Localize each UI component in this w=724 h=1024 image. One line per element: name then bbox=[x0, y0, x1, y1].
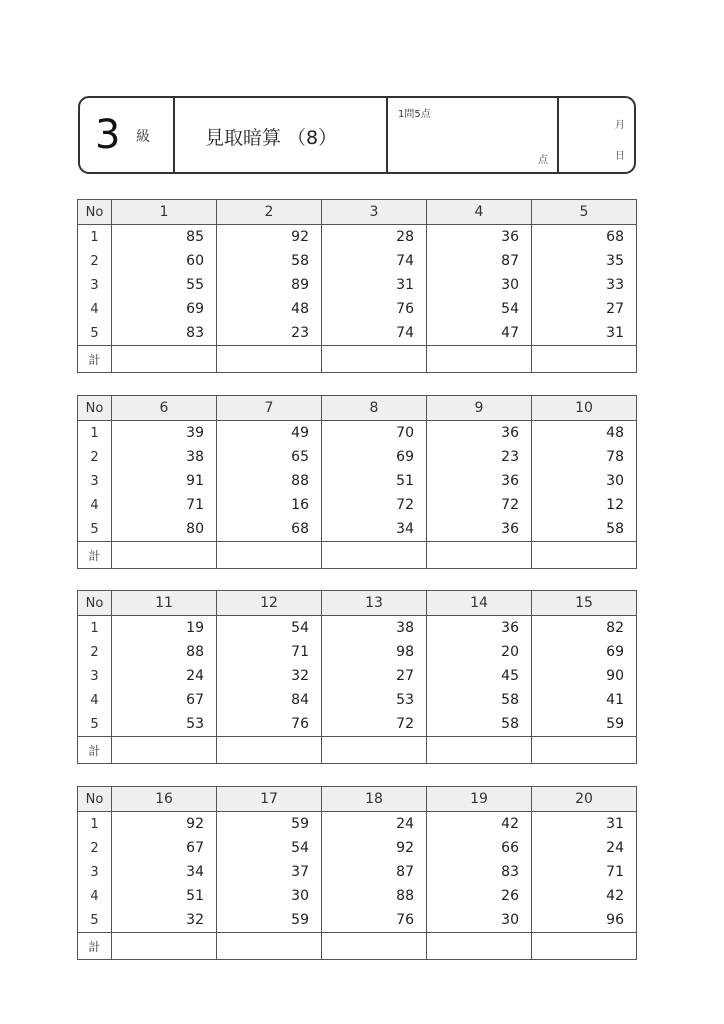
value-cell: 24 bbox=[532, 836, 637, 860]
value-cell: 36 bbox=[427, 421, 532, 446]
value-cell: 32 bbox=[112, 908, 217, 933]
row-number: 3 bbox=[78, 273, 112, 297]
table-row bbox=[78, 273, 637, 297]
table-row bbox=[78, 836, 637, 860]
table-row bbox=[78, 297, 637, 321]
value-cell: 30 bbox=[532, 469, 637, 493]
value-cell: 96 bbox=[532, 908, 637, 933]
no-header: No bbox=[78, 396, 112, 421]
value-cell: 47 bbox=[427, 321, 532, 346]
row-number: 3 bbox=[78, 664, 112, 688]
score-cell bbox=[386, 98, 557, 172]
value-cell: 68 bbox=[217, 517, 322, 542]
total-row bbox=[78, 346, 637, 373]
answer-cell[interactable] bbox=[427, 737, 532, 764]
problem-number-header: 9 bbox=[427, 396, 532, 421]
value-cell: 23 bbox=[217, 321, 322, 346]
row-number: 2 bbox=[78, 640, 112, 664]
value-cell: 87 bbox=[322, 860, 427, 884]
value-cell: 39 bbox=[112, 421, 217, 446]
row-number: 4 bbox=[78, 884, 112, 908]
answer-cell[interactable] bbox=[322, 346, 427, 373]
value-cell: 31 bbox=[532, 321, 637, 346]
no-header: No bbox=[78, 591, 112, 616]
value-cell: 33 bbox=[532, 273, 637, 297]
table-row bbox=[78, 640, 637, 664]
value-cell: 49 bbox=[217, 421, 322, 446]
total-label: 計 bbox=[78, 933, 112, 960]
value-cell: 72 bbox=[427, 493, 532, 517]
problem-table-2 bbox=[77, 395, 637, 569]
answer-cell[interactable] bbox=[532, 542, 637, 569]
value-cell: 27 bbox=[322, 664, 427, 688]
problem-number-header: 6 bbox=[112, 396, 217, 421]
value-cell: 42 bbox=[532, 884, 637, 908]
value-cell: 71 bbox=[217, 640, 322, 664]
value-cell: 78 bbox=[532, 445, 637, 469]
worksheet-header bbox=[78, 96, 636, 174]
table-row bbox=[78, 225, 637, 250]
value-cell: 59 bbox=[217, 812, 322, 837]
answer-cell[interactable] bbox=[112, 542, 217, 569]
table-row bbox=[78, 688, 637, 712]
value-cell: 54 bbox=[217, 836, 322, 860]
value-cell: 55 bbox=[112, 273, 217, 297]
value-cell: 98 bbox=[322, 640, 427, 664]
value-cell: 51 bbox=[322, 469, 427, 493]
value-cell: 37 bbox=[217, 860, 322, 884]
answer-cell[interactable] bbox=[112, 346, 217, 373]
value-cell: 30 bbox=[217, 884, 322, 908]
header-row bbox=[78, 787, 637, 812]
score-rule: 1問5点 bbox=[398, 109, 431, 120]
value-cell: 69 bbox=[532, 640, 637, 664]
value-cell: 80 bbox=[112, 517, 217, 542]
value-cell: 92 bbox=[322, 836, 427, 860]
problem-number-header: 17 bbox=[217, 787, 322, 812]
header-row bbox=[78, 396, 637, 421]
table-row bbox=[78, 712, 637, 737]
value-cell: 45 bbox=[427, 664, 532, 688]
total-row bbox=[78, 737, 637, 764]
value-cell: 65 bbox=[217, 445, 322, 469]
value-cell: 67 bbox=[112, 688, 217, 712]
value-cell: 92 bbox=[112, 812, 217, 837]
problem-number-header: 16 bbox=[112, 787, 217, 812]
row-number: 3 bbox=[78, 860, 112, 884]
value-cell: 85 bbox=[112, 225, 217, 250]
table-row bbox=[78, 445, 637, 469]
value-cell: 58 bbox=[217, 249, 322, 273]
value-cell: 53 bbox=[322, 688, 427, 712]
problem-number-header: 15 bbox=[532, 591, 637, 616]
value-cell: 53 bbox=[112, 712, 217, 737]
value-cell: 71 bbox=[112, 493, 217, 517]
value-cell: 68 bbox=[532, 225, 637, 250]
value-cell: 67 bbox=[112, 836, 217, 860]
value-cell: 34 bbox=[322, 517, 427, 542]
problem-number-header: 1 bbox=[112, 200, 217, 225]
value-cell: 66 bbox=[427, 836, 532, 860]
table-row bbox=[78, 908, 637, 933]
problem-number-header: 7 bbox=[217, 396, 322, 421]
value-cell: 70 bbox=[322, 421, 427, 446]
date-cell bbox=[557, 98, 634, 172]
problem-number-header: 12 bbox=[217, 591, 322, 616]
value-cell: 76 bbox=[322, 297, 427, 321]
value-cell: 48 bbox=[217, 297, 322, 321]
answer-cell[interactable] bbox=[217, 737, 322, 764]
grade-suffix: 級 bbox=[136, 129, 150, 145]
answer-cell[interactable] bbox=[217, 933, 322, 960]
value-cell: 31 bbox=[322, 273, 427, 297]
problem-number-header: 4 bbox=[427, 200, 532, 225]
value-cell: 20 bbox=[427, 640, 532, 664]
value-cell: 59 bbox=[532, 712, 637, 737]
value-cell: 16 bbox=[217, 493, 322, 517]
row-number: 3 bbox=[78, 469, 112, 493]
value-cell: 41 bbox=[532, 688, 637, 712]
value-cell: 90 bbox=[532, 664, 637, 688]
table-row bbox=[78, 421, 637, 446]
value-cell: 69 bbox=[112, 297, 217, 321]
answer-cell[interactable] bbox=[532, 737, 637, 764]
value-cell: 30 bbox=[427, 273, 532, 297]
answer-cell[interactable] bbox=[427, 346, 532, 373]
value-cell: 76 bbox=[217, 712, 322, 737]
value-cell: 88 bbox=[322, 884, 427, 908]
problem-number-header: 20 bbox=[532, 787, 637, 812]
value-cell: 74 bbox=[322, 249, 427, 273]
value-cell: 83 bbox=[427, 860, 532, 884]
value-cell: 42 bbox=[427, 812, 532, 837]
row-number: 5 bbox=[78, 908, 112, 933]
total-row bbox=[78, 542, 637, 569]
answer-cell[interactable] bbox=[217, 542, 322, 569]
value-cell: 76 bbox=[322, 908, 427, 933]
answer-cell[interactable] bbox=[322, 933, 427, 960]
row-number: 1 bbox=[78, 421, 112, 446]
problem-number-header: 14 bbox=[427, 591, 532, 616]
value-cell: 36 bbox=[427, 517, 532, 542]
value-cell: 38 bbox=[112, 445, 217, 469]
total-label: 計 bbox=[78, 737, 112, 764]
answer-cell[interactable] bbox=[427, 542, 532, 569]
value-cell: 54 bbox=[217, 616, 322, 641]
value-cell: 58 bbox=[427, 712, 532, 737]
value-cell: 28 bbox=[322, 225, 427, 250]
value-cell: 82 bbox=[532, 616, 637, 641]
value-cell: 88 bbox=[217, 469, 322, 493]
answer-cell[interactable] bbox=[112, 933, 217, 960]
value-cell: 69 bbox=[322, 445, 427, 469]
row-number: 2 bbox=[78, 836, 112, 860]
answer-cell[interactable] bbox=[532, 346, 637, 373]
table-row bbox=[78, 517, 637, 542]
value-cell: 51 bbox=[112, 884, 217, 908]
table-row bbox=[78, 884, 637, 908]
grade-number: 3 bbox=[95, 112, 121, 158]
problem-table-3 bbox=[77, 590, 637, 764]
title-cell bbox=[173, 98, 386, 172]
value-cell: 58 bbox=[532, 517, 637, 542]
value-cell: 60 bbox=[112, 249, 217, 273]
problem-table-1 bbox=[77, 199, 637, 373]
value-cell: 72 bbox=[322, 493, 427, 517]
row-number: 5 bbox=[78, 321, 112, 346]
value-cell: 23 bbox=[427, 445, 532, 469]
table-row bbox=[78, 860, 637, 884]
problem-number-header: 3 bbox=[322, 200, 427, 225]
value-cell: 24 bbox=[322, 812, 427, 837]
row-number: 2 bbox=[78, 445, 112, 469]
no-header: No bbox=[78, 787, 112, 812]
total-label: 計 bbox=[78, 542, 112, 569]
value-cell: 26 bbox=[427, 884, 532, 908]
row-number: 2 bbox=[78, 249, 112, 273]
value-cell: 34 bbox=[112, 860, 217, 884]
problem-number-header: 5 bbox=[532, 200, 637, 225]
table-row bbox=[78, 469, 637, 493]
table-row bbox=[78, 321, 637, 346]
value-cell: 88 bbox=[112, 640, 217, 664]
problem-number-header: 11 bbox=[112, 591, 217, 616]
value-cell: 36 bbox=[427, 225, 532, 250]
value-cell: 83 bbox=[112, 321, 217, 346]
total-label: 計 bbox=[78, 346, 112, 373]
problem-number-header: 19 bbox=[427, 787, 532, 812]
value-cell: 72 bbox=[322, 712, 427, 737]
value-cell: 71 bbox=[532, 860, 637, 884]
row-number: 5 bbox=[78, 712, 112, 737]
value-cell: 58 bbox=[427, 688, 532, 712]
value-cell: 89 bbox=[217, 273, 322, 297]
day-label: 日 bbox=[615, 151, 625, 162]
value-cell: 30 bbox=[427, 908, 532, 933]
value-cell: 36 bbox=[427, 469, 532, 493]
answer-cell[interactable] bbox=[322, 737, 427, 764]
value-cell: 59 bbox=[217, 908, 322, 933]
value-cell: 35 bbox=[532, 249, 637, 273]
value-cell: 24 bbox=[112, 664, 217, 688]
value-cell: 84 bbox=[217, 688, 322, 712]
value-cell: 48 bbox=[532, 421, 637, 446]
total-row bbox=[78, 933, 637, 960]
table-row bbox=[78, 249, 637, 273]
score-unit: 点 bbox=[538, 155, 548, 166]
value-cell: 32 bbox=[217, 664, 322, 688]
month-label: 月 bbox=[615, 120, 625, 131]
answer-cell[interactable] bbox=[217, 346, 322, 373]
problem-number-header: 10 bbox=[532, 396, 637, 421]
value-cell: 87 bbox=[427, 249, 532, 273]
table-row bbox=[78, 616, 637, 641]
header-row bbox=[78, 591, 637, 616]
problem-number-header: 2 bbox=[217, 200, 322, 225]
grade-cell bbox=[80, 98, 173, 172]
table-row bbox=[78, 812, 637, 837]
answer-cell[interactable] bbox=[427, 933, 532, 960]
problem-number-header: 8 bbox=[322, 396, 427, 421]
row-number: 1 bbox=[78, 812, 112, 837]
value-cell: 12 bbox=[532, 493, 637, 517]
row-number: 1 bbox=[78, 225, 112, 250]
no-header: No bbox=[78, 200, 112, 225]
value-cell: 54 bbox=[427, 297, 532, 321]
answer-cell[interactable] bbox=[532, 933, 637, 960]
value-cell: 74 bbox=[322, 321, 427, 346]
row-number: 5 bbox=[78, 517, 112, 542]
table-row bbox=[78, 493, 637, 517]
value-cell: 27 bbox=[532, 297, 637, 321]
answer-cell[interactable] bbox=[322, 542, 427, 569]
problem-number-header: 13 bbox=[322, 591, 427, 616]
value-cell: 92 bbox=[217, 225, 322, 250]
answer-cell[interactable] bbox=[112, 737, 217, 764]
row-number: 4 bbox=[78, 297, 112, 321]
value-cell: 38 bbox=[322, 616, 427, 641]
row-number: 4 bbox=[78, 688, 112, 712]
value-cell: 31 bbox=[532, 812, 637, 837]
problem-number-header: 18 bbox=[322, 787, 427, 812]
row-number: 1 bbox=[78, 616, 112, 641]
table-row bbox=[78, 664, 637, 688]
header-row bbox=[78, 200, 637, 225]
row-number: 4 bbox=[78, 493, 112, 517]
value-cell: 91 bbox=[112, 469, 217, 493]
value-cell: 36 bbox=[427, 616, 532, 641]
value-cell: 19 bbox=[112, 616, 217, 641]
worksheet-title: 見取暗算 （8） bbox=[205, 127, 338, 149]
problem-table-4 bbox=[77, 786, 637, 960]
